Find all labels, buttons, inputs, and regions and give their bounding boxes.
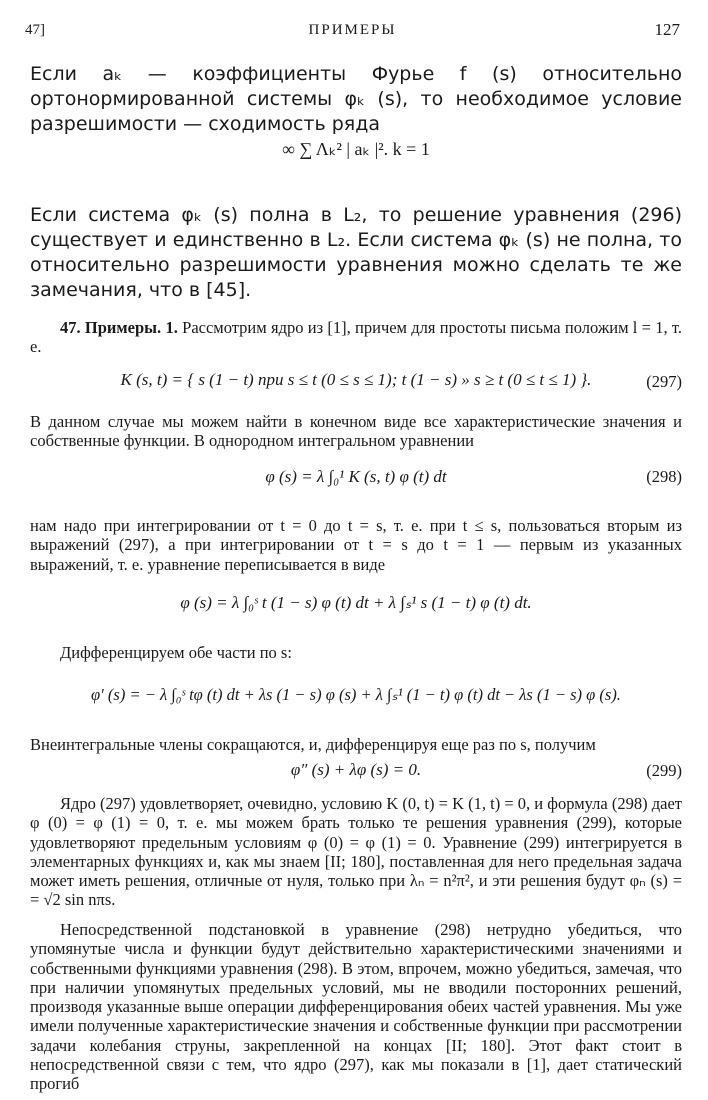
equation-299-number: (299) [646,761,682,780]
example-text-1: Рассмотрим ядро из [1], причем для простоты письма положим l = 1, т. е. [30,318,683,357]
running-header [25,20,680,42]
equation-298-number: (298) [646,467,682,486]
example-paragraph-6: Ядро (297) удовлетворяет, очевидно, условию K (0, t) = K (1, t) = 0, и формула (298) дает φ (0) = φ (1) = 0, т. е. мы можем брать только те решения уравнения (299), которые удовлетворяют предельным условиям φ (0) = φ (1) = 0. Уравнение (299) интегрируется в элементарных функциях и, как мы знаем [II; 180], поставленная для него предельная задача может иметь решения, отличные от нуля, только при λₙ = n²π², и эти решения будут φₙ (s) = = √2 sin nπs. [30,794,682,910]
example-paragraph-1 [30,318,682,357]
series-formula: ∞ ∑ Λₖ² | aₖ |². k = 1 [282,139,430,159]
equation-297: K (s, t) = { s (1 − t) при s ≤ t (0 ≤ s ≤ 1); t (1 − s) » s ≥ t (0 ≤ t ≤ 1) }. [120,370,592,389]
running-title: ПРИМЕРЫ [308,22,397,38]
equation-299: φ″ (s) + λφ (s) = 0. [290,760,422,779]
example-paragraph-7: Непосредственной подстановкой в уравнение (298) нетрудно убедиться, что упомянутые числа и функции будут действительно характеристическими значениями и собственными функциями уравнения (298). В этом, впрочем, можно убедиться, замечая, что при наличии упомянутых предельных условий, мы не вводили посторонних решений, производя указанные выше операции дифференцирования обеих частей уравнения. Мы уже имели полученные характеристические значения и собственные функции при рассмотрении задачи колебания струны, закрепленной на концах [II; 180]. Этот факт стоит в непосредственной связи с тем, что ядро (297), как мы показали в [1], дает статический прогиб [30,920,682,1094]
section-heading: 47. Примеры. 1. [60,318,178,337]
equation-297-number: (297) [646,372,682,391]
intro-paragraph-1: Если aₖ — коэффициенты Фурье f (s) относительно ортонормированной системы φₖ (s), то необходимое условие разрешимости — сходимость ряда [30,63,682,135]
equation-expanded: φ (s) = λ ∫₀ˢ t (1 − s) φ (t) dt + λ ∫ₛ¹ s (1 − t) φ (t) dt. [180,593,532,612]
example-paragraph-3: нам надо при интегрировании от t = 0 до t = s, т. е. при t ≤ s, пользоваться вторым из выражений (297), а при интегрировании от t = s до t = 1 — первым из указанных выражений, т. е. уравнение переписывается в виде [30,516,682,574]
example-paragraph-5: Внеинтегральные члены сокращаются, и, дифференцируя еще раз по s, получим [30,735,596,754]
page-number: 127 [654,20,680,39]
example-paragraph-4: Дифференцируем обе части по s: [60,643,292,662]
intro-paragraph-2: Если система φₖ (s) полна в L₂, то решение уравнения (296) существует и единственно в L₂. Если система φₖ (s) не полна, то относительно разрешимости уравнения можно сделать те же замечания, что в [45]. [30,204,682,301]
equation-298: φ (s) = λ ∫₀¹ K (s, t) φ (t) dt [265,467,447,486]
section-marker: 47] [25,22,45,38]
example-paragraph-2: В данном случае мы можем найти в конечном виде все характеристические значения и собственные функции. В однородном интегральном уравнении [30,412,682,451]
equation-derivative: φ′ (s) = − λ ∫₀ˢ tφ (t) dt + λs (1 − s) φ (s) + λ ∫ₛ¹ (1 − t) φ (t) dt − λs (1 − s) φ (s). [91,685,621,704]
